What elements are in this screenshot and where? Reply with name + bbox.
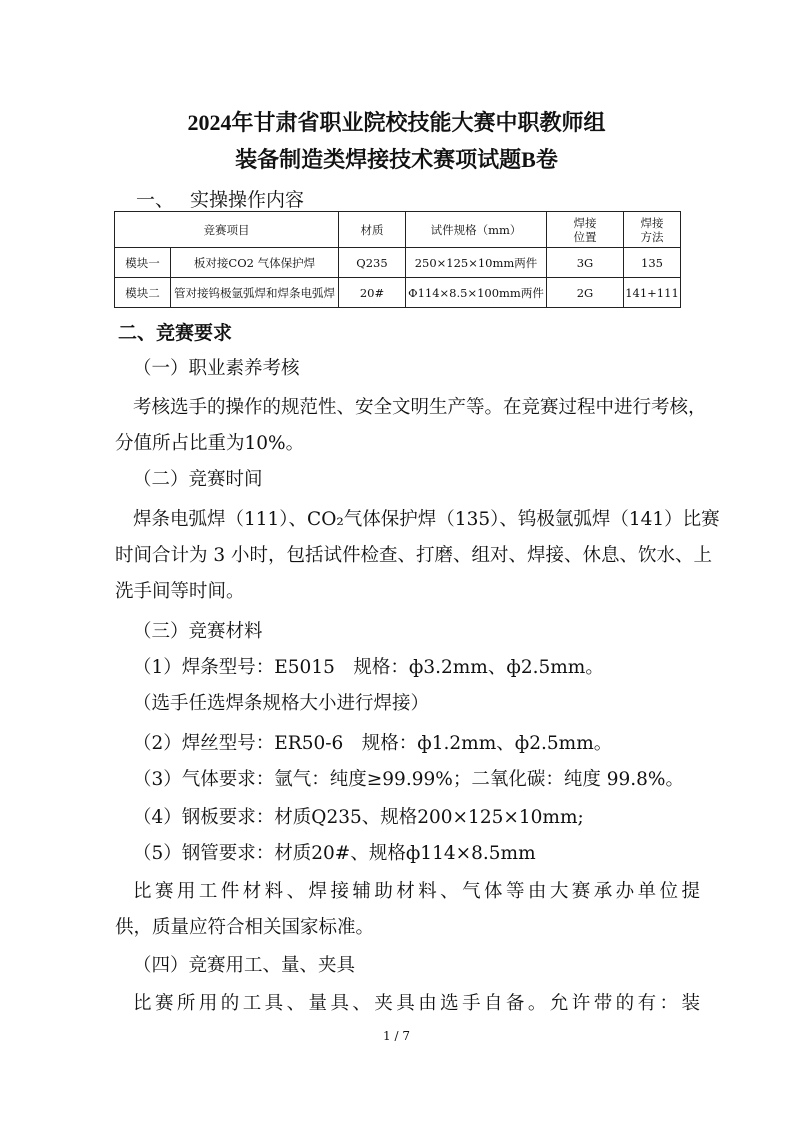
subheading: （一）职业素养考核 — [133, 358, 300, 379]
table-cell: 20# — [339, 278, 406, 308]
body-line: 时间合计为 3 小时，包括试件检查、打磨、组对、焊接、休息、饮水、上 — [115, 545, 713, 566]
subheading: （四）竞赛用工、量、夹具 — [133, 955, 356, 976]
table-cell: 模块二 — [115, 278, 171, 308]
document-title-line-2: 装备制造类焊接技术赛项试题B卷 — [235, 147, 558, 172]
subheading: （三）竞赛材料 — [133, 621, 263, 642]
section-1-number: 一、 — [136, 189, 175, 211]
table-cell: Q235 — [339, 248, 406, 278]
header-cell: 材质 — [339, 212, 406, 248]
document-title-line-1: 2024年甘肃省职业院校技能大赛中职教师组 — [187, 110, 606, 135]
table-cell: 管对接钨极氩弧焊和焊条电弧焊 — [171, 278, 339, 308]
table-header-row — [115, 212, 681, 248]
body-line: （3）气体要求：氩气：纯度≥99.99%；二氧化碳：纯度 99.8%。 — [133, 769, 684, 790]
table-cell: 板对接CO2 气体保护焊 — [171, 248, 339, 278]
header-cell: 焊接 位置 — [547, 212, 624, 248]
header-cell: 试件规格（mm） — [406, 212, 547, 248]
header-cell: 焊接 方法 — [624, 212, 681, 248]
body-line: （2）焊丝型号：ER50-6 规格：ф1.2mm、ф2.5mm。 — [133, 733, 613, 754]
body-line: 比赛用工件材料、焊接辅助材料、气体等由大赛承办单位提 — [133, 881, 700, 902]
body-line: 考核选手的操作的规范性、安全文明生产等。在竞赛过程中进行考核， — [133, 397, 707, 418]
section-2-heading: 二、竞赛要求 — [118, 322, 233, 344]
table-cell: 3G — [547, 248, 624, 278]
header-cell: 竞赛项目 — [115, 212, 339, 248]
body-line: 洗手间等时间。 — [115, 581, 245, 602]
table-cell: 模块一 — [115, 248, 171, 278]
body-line: （4）钢板要求：材质Q235、规格200×125×10mm; — [133, 807, 584, 828]
competition-modules-table — [114, 211, 681, 308]
table-cell: 135 — [624, 248, 681, 278]
subheading: （二）竞赛时间 — [133, 469, 263, 490]
table-cell: Φ114×8.5×100mm两件 — [406, 278, 547, 308]
table-cell: 141+111 — [624, 278, 681, 308]
table-row — [115, 278, 681, 308]
body-line: （5）钢管要求：材质20#、规格ф114×8.5mm — [133, 843, 536, 864]
body-line: 分值所占比重为10%。 — [115, 433, 305, 454]
body-line: （选手任选焊条规格大小进行焊接） — [133, 693, 430, 714]
body-line: 比赛所用的工具、量具、夹具由选手自备。允许带的有：装 — [133, 993, 700, 1014]
body-line: （1）焊条型号：E5015 规格：ф3.2mm、ф2.5mm。 — [133, 657, 604, 678]
table-cell: 2G — [547, 278, 624, 308]
body-line: 焊条电弧焊（111）、CO₂气体保护焊（135）、钨极氩弧焊（141）比赛 — [133, 509, 720, 530]
table-cell: 250×125×10mm两件 — [406, 248, 547, 278]
body-line: 供，质量应符合相关国家标准。 — [115, 917, 375, 938]
table-row — [115, 248, 681, 278]
page-number: 1 / 7 — [383, 1029, 410, 1043]
section-1-heading: 实操操作内容 — [190, 189, 305, 211]
